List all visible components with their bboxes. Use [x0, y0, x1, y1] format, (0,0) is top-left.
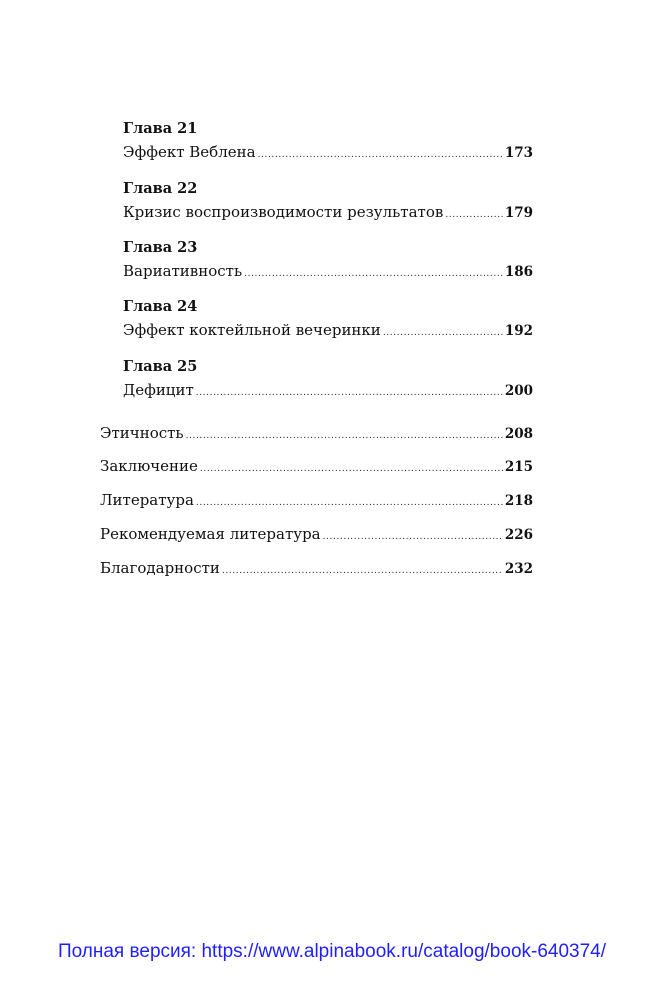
toc-entry-title: Литература	[100, 491, 194, 509]
dot-leader	[383, 328, 503, 338]
toc-page-number: 179	[504, 205, 533, 221]
toc-entry-title: Рекомендуемая литература	[100, 525, 321, 543]
dot-leader	[196, 498, 503, 508]
toc-page-number: 208	[504, 426, 533, 442]
toc-entry[interactable]	[100, 525, 533, 543]
toc-entry[interactable]	[100, 424, 533, 442]
toc-page-number: 232	[504, 561, 533, 577]
toc-page-number: 200	[504, 383, 533, 399]
full-version-link[interactable]: Полная версия: https://www.alpinabook.ru/catalog/book-640374/	[57, 941, 607, 962]
toc-entry-title: Заключение	[100, 457, 198, 475]
dot-leader	[323, 532, 503, 542]
toc-entry-title: Этичность	[100, 424, 184, 442]
chapter-heading: Глава 23	[123, 239, 198, 256]
toc-page-number: 186	[504, 264, 533, 280]
dot-leader	[222, 566, 503, 576]
toc-page-number: 218	[504, 493, 533, 509]
toc-entry-title: Благодарности	[100, 559, 220, 577]
toc-entry-title: Дефицит	[123, 381, 194, 399]
chapter-heading: Глава 24	[123, 298, 198, 315]
toc-entry[interactable]	[123, 381, 533, 399]
dot-leader	[258, 150, 503, 160]
toc-entry-title: Кризис воспроизводимости результатов	[123, 203, 444, 221]
toc-entry[interactable]	[100, 559, 533, 577]
dot-leader	[244, 269, 503, 279]
toc-page-number: 226	[504, 527, 533, 543]
chapter-heading: Глава 25	[123, 358, 198, 375]
toc-entry[interactable]	[123, 143, 533, 161]
toc-entry-title: Эффект Веблена	[123, 143, 256, 161]
toc-page-number: 192	[504, 323, 533, 339]
toc-page-number: 173	[504, 145, 533, 161]
dot-leader	[196, 388, 503, 398]
chapter-heading: Глава 22	[123, 180, 198, 197]
toc-entry[interactable]	[123, 203, 533, 221]
chapter-heading: Глава 21	[123, 120, 198, 137]
dot-leader	[200, 464, 503, 474]
toc-entry[interactable]	[123, 321, 533, 339]
toc-entry-title: Вариативность	[123, 262, 243, 280]
toc-entry-title: Эффект коктейльной вечеринки	[123, 321, 381, 339]
dot-leader	[445, 210, 503, 220]
dot-leader	[186, 431, 503, 441]
toc-entry[interactable]	[123, 262, 533, 280]
toc-entry[interactable]	[100, 491, 533, 509]
toc-entry[interactable]	[100, 457, 533, 475]
toc-page-number: 215	[504, 459, 533, 475]
